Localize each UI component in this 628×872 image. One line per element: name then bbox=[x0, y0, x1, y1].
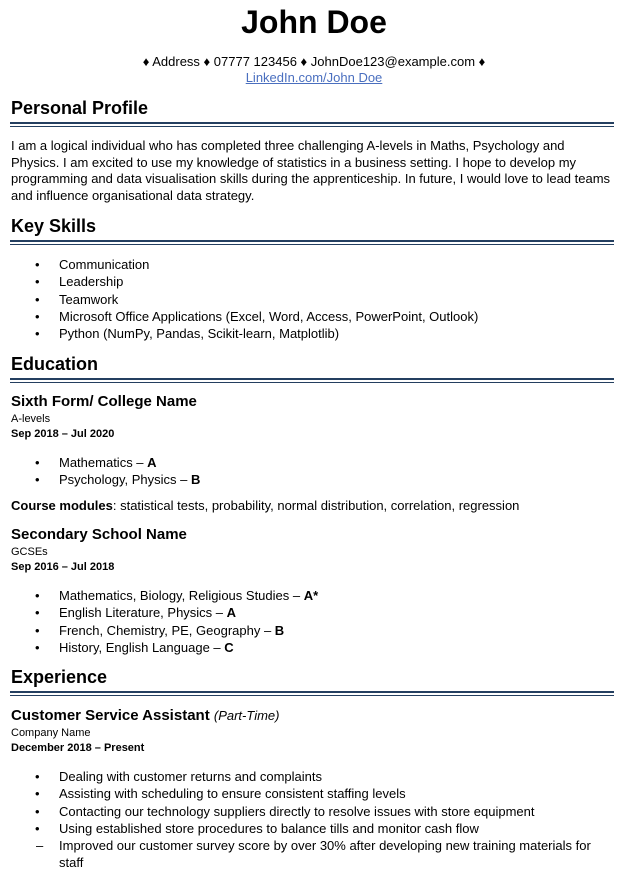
list-item: • Leadership bbox=[0, 273, 600, 290]
list-item: • History, English Language – C bbox=[0, 639, 600, 656]
course-modules bbox=[11, 498, 519, 514]
job-dates: December 2018 – Present bbox=[11, 742, 145, 754]
school-name: Secondary School Name bbox=[11, 526, 187, 543]
section-rule bbox=[10, 378, 614, 383]
list-item: • Dealing with customer returns and complaints bbox=[0, 768, 620, 785]
list-item: • Psychology, Physics – B bbox=[0, 471, 600, 488]
grade: A bbox=[226, 605, 237, 621]
job-type: (Part-Time) bbox=[213, 708, 280, 723]
grade: B bbox=[274, 622, 285, 638]
job-title: Customer Service Assistant bbox=[11, 707, 210, 724]
linkedin-link[interactable]: LinkedIn.com/John Doe bbox=[245, 70, 383, 85]
profile-text: I am a logical individual who has completed three challenging A-levels in Maths, Psychology and Physics. I am excited to use my knowledge of statistics in a business setting. I hope to develop my programming and data visualisation skills during the apprenticeship. In future, I would love to lead teams and influence organisational data strategy. bbox=[11, 138, 611, 203]
list-item: • English Literature, Physics – A bbox=[0, 604, 600, 621]
section-title-education: Education bbox=[11, 354, 99, 374]
job-duties bbox=[0, 768, 620, 872]
list-item: • Communication bbox=[0, 256, 600, 273]
grade: B bbox=[190, 472, 201, 488]
college-name: Sixth Form/ College Name bbox=[11, 393, 197, 410]
section-rule bbox=[10, 240, 614, 245]
list-item: • Python (NumPy, Pandas, Scikit-learn, Matplotlib) bbox=[0, 325, 600, 342]
section-title-profile: Personal Profile bbox=[11, 98, 149, 118]
section-title-experience: Experience bbox=[11, 667, 108, 687]
school-dates: Sep 2016 – Jul 2018 bbox=[11, 561, 115, 573]
college-subjects bbox=[0, 454, 600, 489]
linkedin-row bbox=[0, 70, 628, 86]
list-item: – Improved our customer survey score by over 30% after developing new training materials for staff bbox=[0, 837, 620, 872]
list-item: • Teamwork bbox=[0, 291, 600, 308]
college-dates: Sep 2018 – Jul 2020 bbox=[11, 428, 115, 440]
school-qualification: GCSEs bbox=[11, 546, 48, 558]
applicant-name: John Doe bbox=[241, 4, 387, 40]
section-title-skills: Key Skills bbox=[11, 216, 97, 236]
grade: A bbox=[147, 455, 157, 470]
section-rule bbox=[10, 691, 614, 696]
grade: A* bbox=[303, 588, 319, 603]
list-item: • Contacting our technology suppliers directly to resolve issues with store equipment bbox=[0, 803, 620, 820]
course-modules-text: : statistical tests, probability, normal distribution, correlation, regression bbox=[112, 498, 520, 513]
list-item: • Microsoft Office Applications (Excel, Word, Access, PowerPoint, Outlook) bbox=[0, 308, 600, 325]
company-name: Company Name bbox=[11, 727, 91, 739]
contact-line: ♦ Address ♦ 07777 123456 ♦ JohnDoe123@example.com ♦ bbox=[142, 54, 486, 69]
list-item: • Using established store procedures to balance tills and monitor cash flow bbox=[0, 820, 620, 837]
section-rule bbox=[10, 122, 614, 127]
job-title-row bbox=[11, 707, 279, 725]
list-item: • French, Chemistry, PE, Geography – B bbox=[0, 622, 600, 639]
college-qualification: A-levels bbox=[11, 413, 51, 425]
list-item: • Mathematics, Biology, Religious Studies – A* bbox=[0, 587, 600, 604]
school-subjects bbox=[0, 587, 600, 656]
course-modules-label: Course modules bbox=[11, 498, 113, 513]
skills-list bbox=[0, 256, 600, 342]
list-item: • Mathematics – A bbox=[0, 454, 600, 471]
list-item: • Assisting with scheduling to ensure consistent staffing levels bbox=[0, 785, 620, 802]
grade: C bbox=[224, 639, 234, 655]
